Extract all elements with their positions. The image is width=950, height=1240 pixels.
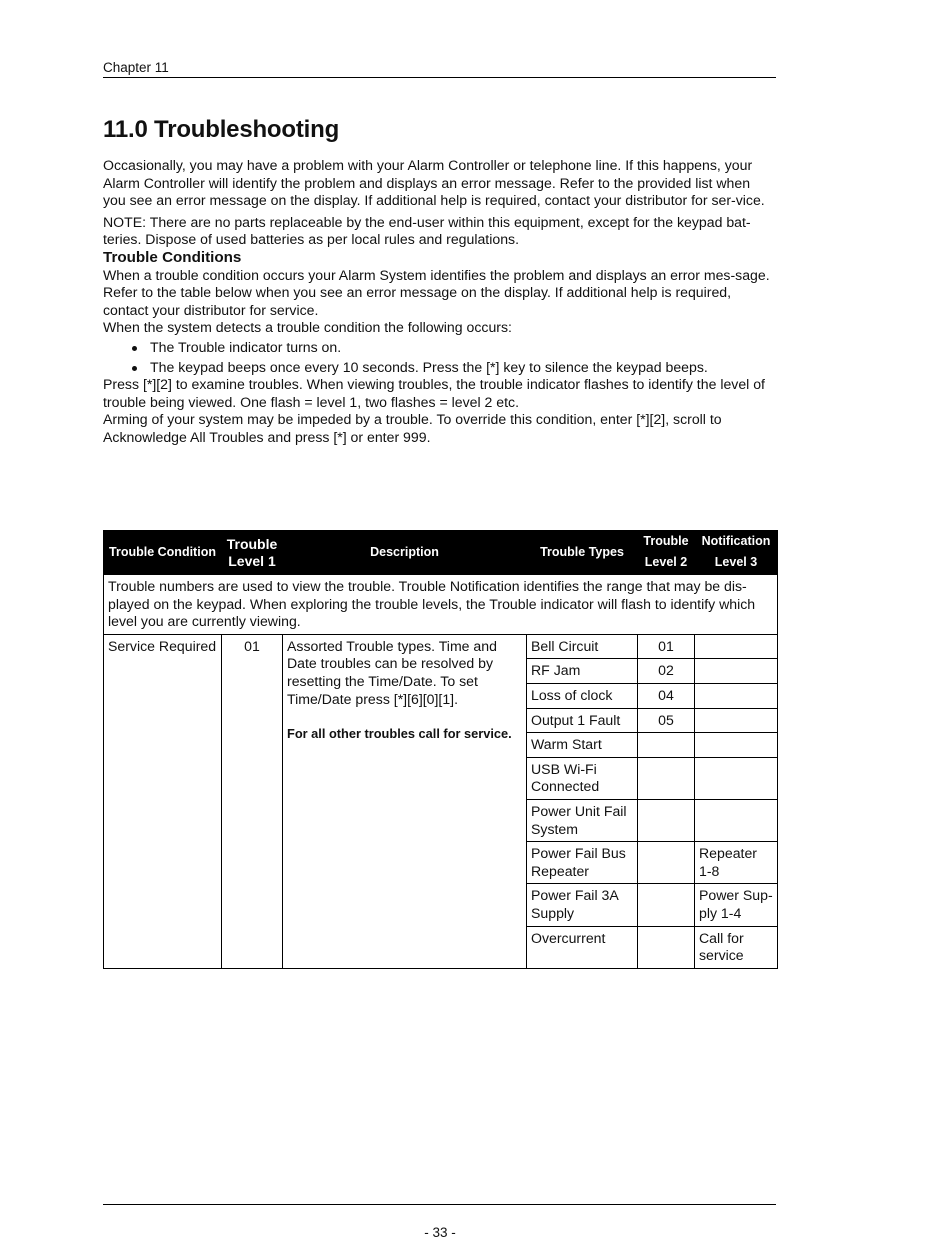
level2-cell: 04 [638,683,695,708]
level3-cell [695,634,778,659]
header-trouble-types: Trouble Types [527,531,638,575]
type-cell: USB Wi-Fi Connected [527,757,638,799]
table-header-row [104,531,778,575]
level3-cell: Repeater 1-8 [695,842,778,884]
trouble-paragraph: When a trouble condition occurs your Alarm System identifies the problem and displays an error mes-sage. Refer to the table below when you see an error message on the display. If additional help is required, contact your distributor for service. [103,266,770,318]
footer-divider [103,1204,776,1205]
section-title: 11.0 Troubleshooting [103,116,340,143]
level3-cell [695,757,778,799]
level3-cell: Power Sup-ply 1-4 [695,884,778,926]
page-header [103,58,776,78]
level2-cell: 02 [638,659,695,684]
description-text: Assorted Trouble types. Time and Date troubles can be resolved by resetting the Time/Date. To set Time/Date press [*][6][0][1]. [287,637,497,707]
list-item: The Trouble indicator turns on. [103,339,776,357]
type-cell: Overcurrent [527,926,638,968]
arming-paragraph: Arming of your system may be impeded by a trouble. To override this condition, enter [*][2], scroll to Acknowledge All Troubles and press [*] or enter 999. [103,411,722,445]
level3-cell [695,733,778,758]
level2-cell [638,884,695,926]
level2-cell [638,733,695,758]
level1-cell: 01 [222,634,283,968]
level2-cell: 01 [638,634,695,659]
header-trouble-level-2: Trouble Level 2 [638,531,695,575]
level2-cell [638,799,695,841]
description-note: For all other troubles call for service. [287,726,512,742]
note-paragraph: NOTE: There are no parts replaceable by the end-user within this equipment, except for the keypad bat-teries. Dispose of used batteries as per local rules and regulations. [103,213,751,248]
description-cell [283,634,527,968]
bullet-icon [132,346,137,351]
bullet-list [103,339,776,376]
level2-cell [638,842,695,884]
type-cell: Power Fail 3A Supply [527,884,638,926]
header-trouble-level-1: Trouble Level 1 [222,531,283,575]
type-cell: RF Jam [527,659,638,684]
chapter-label: Chapter 11 [103,60,169,75]
examine-paragraph: Press [*][2] to examine troubles. When viewing troubles, the trouble indicator flashes to identify the level of trouble being viewed. One flash = level 1, two flashes = level 2 etc. [103,376,765,410]
header-notification-level-3: Notification Level 3 [695,531,778,575]
subsection-heading: Trouble Conditions [103,248,242,266]
header-description: Description [283,531,527,575]
type-cell: Output 1 Fault [527,708,638,733]
level3-cell: Call for service [695,926,778,968]
trouble-table [103,530,778,969]
level3-cell [695,799,778,841]
table-intro-cell: Trouble numbers are used to view the trouble. Trouble Notification identifies the range that may be dis-played on the keypad. When exploring the trouble levels, the Trouble indicator will flash to identify which level you are currently viewing. [104,575,778,635]
level2-cell [638,757,695,799]
body-text [103,157,776,447]
intro-paragraph: Occasionally, you may have a problem with your Alarm Controller or telephone line. If this happens, your Alarm Controller will identify the problem and displays an error message. Refer to the provided list when you see an error message on the display. If additional help is required, contact your distributor for ser-vice. [103,157,765,209]
type-cell: Bell Circuit [527,634,638,659]
list-item: The keypad beeps once every 10 seconds. Press the [*] key to silence the keypad beeps. [103,359,776,377]
header-trouble-condition: Trouble Condition [104,531,222,575]
condition-cell: Service Required [104,634,222,968]
table-row [104,634,778,659]
type-cell: Power Fail Bus Repeater [527,842,638,884]
level3-cell [695,708,778,733]
type-cell: Power Unit Fail System [527,799,638,841]
page-number: - 33 - [424,1225,456,1240]
level2-cell [638,926,695,968]
trouble-occurs-paragraph: When the system detects a trouble condition the following occurs: [103,319,512,336]
level3-cell [695,683,778,708]
type-cell: Warm Start [527,733,638,758]
level2-cell: 05 [638,708,695,733]
type-cell: Loss of clock [527,683,638,708]
level3-cell [695,659,778,684]
table-intro-row [104,575,778,635]
bullet-icon [132,366,137,371]
